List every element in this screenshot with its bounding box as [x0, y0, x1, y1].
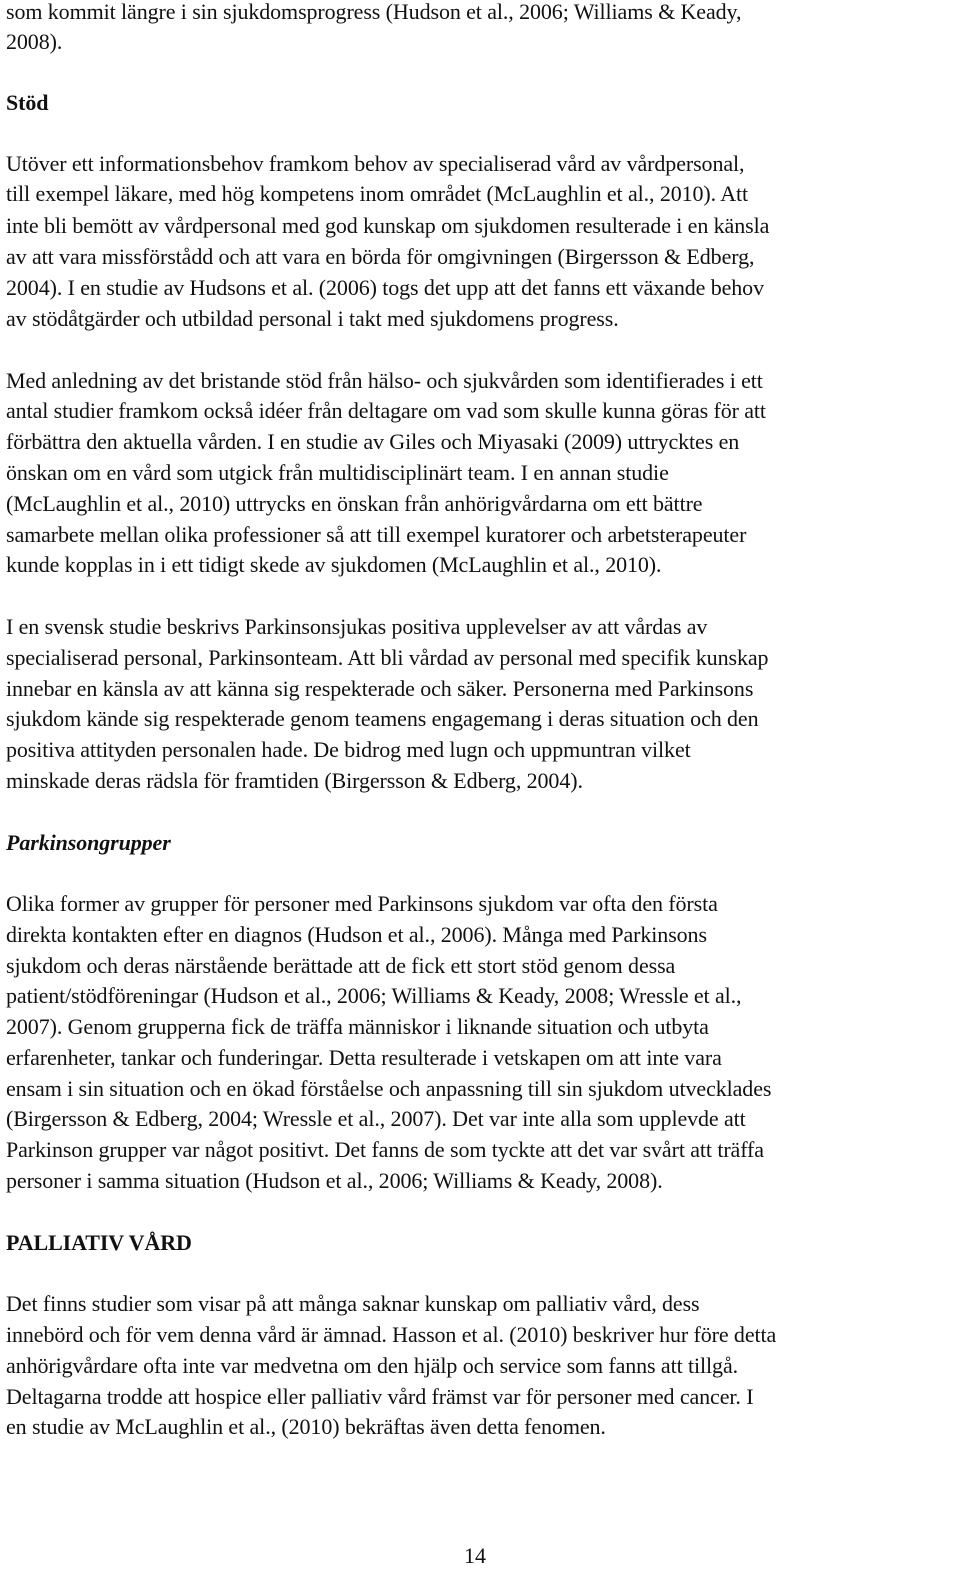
- text-line: önskan om en vård som utgick från multidisciplinärt team. I en annan studie: [6, 460, 669, 485]
- text-line: innebörd och för vem denna vård är ämnad. Hasson et al. (2010) beskriver hur före detta: [6, 1322, 777, 1347]
- text-line: som kommit längre i sin sjukdomsprogress (Hudson et al., 2006; Williams & Keady,: [6, 0, 742, 24]
- text-line: antal studier framkom också idéer från deltagare om vad som skulle kunna göras för att: [6, 398, 766, 423]
- text-line: positiva attityden personalen hade. De bidrog med lugn och uppmuntran vilket: [6, 737, 691, 762]
- text-line: (McLaughlin et al., 2010) uttrycks en önskan från anhörigvårdarna om ett bättre: [6, 491, 703, 516]
- section-heading-palliativ-vard: PALLIATIV VÅRD: [6, 1230, 192, 1255]
- text-line: till exempel läkare, med hög kompetens inom området (McLaughlin et al., 2010). Att: [6, 181, 749, 206]
- section-heading-stod: Stöd: [6, 90, 49, 115]
- text-line: Parkinson grupper var något positivt. Det fanns de som tyckte att det var svårt att träffa: [6, 1137, 764, 1162]
- text-line: specialiserad personal, Parkinsonteam. Att bli vårdad av personal med specifik kunskap: [6, 645, 769, 670]
- text-line: Olika former av grupper för personer med Parkinsons sjukdom var ofta den första: [6, 891, 718, 916]
- text-line: I en svensk studie beskrivs Parkinsonsjukas positiva upplevelser av att vårdas av: [6, 614, 708, 639]
- text-line: av stödåtgärder och utbildad personal i takt med sjukdomens progress.: [6, 306, 619, 331]
- text-line: innebar en känsla av att känna sig respekterade och säker. Personerna med Parkinsons: [6, 676, 754, 701]
- text-line: (Birgersson & Edberg, 2004; Wressle et al., 2007). Det var inte alla som upplevde att: [6, 1106, 746, 1131]
- section-heading-parkinsongrupper: Parkinsongrupper: [6, 830, 171, 855]
- text-line: en studie av McLaughlin et al., (2010) bekräftas även detta fenomen.: [6, 1414, 606, 1439]
- text-line: Deltagarna trodde att hospice eller palliativ vård främst var för personer med cancer. I: [6, 1384, 754, 1409]
- text-line: 2007). Genom grupperna fick de träffa människor i liknande situation och utbyta: [6, 1014, 709, 1039]
- text-line: ensam i sin situation och en ökad förståelse och anpassning till sin sjukdom utvecklades: [6, 1076, 772, 1101]
- text-line: Det finns studier som visar på att många saknar kunskap om palliativ vård, dess: [6, 1291, 700, 1316]
- text-line: direkta kontakten efter en diagnos (Hudson et al., 2006). Många med Parkinsons: [6, 922, 707, 947]
- text-line: personer i samma situation (Hudson et al., 2006; Williams & Keady, 2008).: [6, 1168, 663, 1193]
- text-line: minskade deras rädsla för framtiden (Birgersson & Edberg, 2004).: [6, 768, 583, 793]
- text-line: 2004). I en studie av Hudsons et al. (2006) togs det upp att det fanns ett växande behov: [6, 275, 764, 300]
- text-line: inte bli bemött av vårdpersonal med god kunskap om sjukdomen resulterade i en känsla: [6, 213, 770, 238]
- text-line: erfarenheter, tankar och funderingar. Detta resulterade i vetskapen om att inte vara: [6, 1045, 722, 1070]
- text-line: Utöver ett informationsbehov framkom behov av specialiserad vård av vårdpersonal,: [6, 151, 745, 176]
- text-line: sjukdom och deras närstående berättade att de fick ett stort stöd genom dessa: [6, 953, 676, 978]
- text-line: Med anledning av det bristande stöd från hälso- och sjukvården som identifierades i ett: [6, 368, 763, 393]
- text-line: förbättra den aktuella vården. I en studie av Giles och Miyasaki (2009) uttrycktes en: [6, 429, 740, 454]
- text-line: kunde kopplas in i ett tidigt skede av sjukdomen (McLaughlin et al., 2010).: [6, 552, 662, 577]
- text-line: sjukdom kände sig respekterade genom teamens engagemang i deras situation och den: [6, 706, 759, 731]
- text-line: patient/stödföreningar (Hudson et al., 2006; Williams & Keady, 2008; Wressle et al.,: [6, 983, 742, 1008]
- text-line: av att vara missförstådd och att vara en börda för omgivningen (Birgersson & Edberg,: [6, 244, 755, 269]
- text-line: 2008).: [6, 29, 63, 54]
- page-number: 14: [464, 1543, 486, 1568]
- text-line: samarbete mellan olika professioner så att till exempel kuratorer och arbetsterapeuter: [6, 522, 747, 547]
- text-line: anhörigvårdare ofta inte var medvetna om den hjälp och service som fanns att tillgå.: [6, 1353, 739, 1378]
